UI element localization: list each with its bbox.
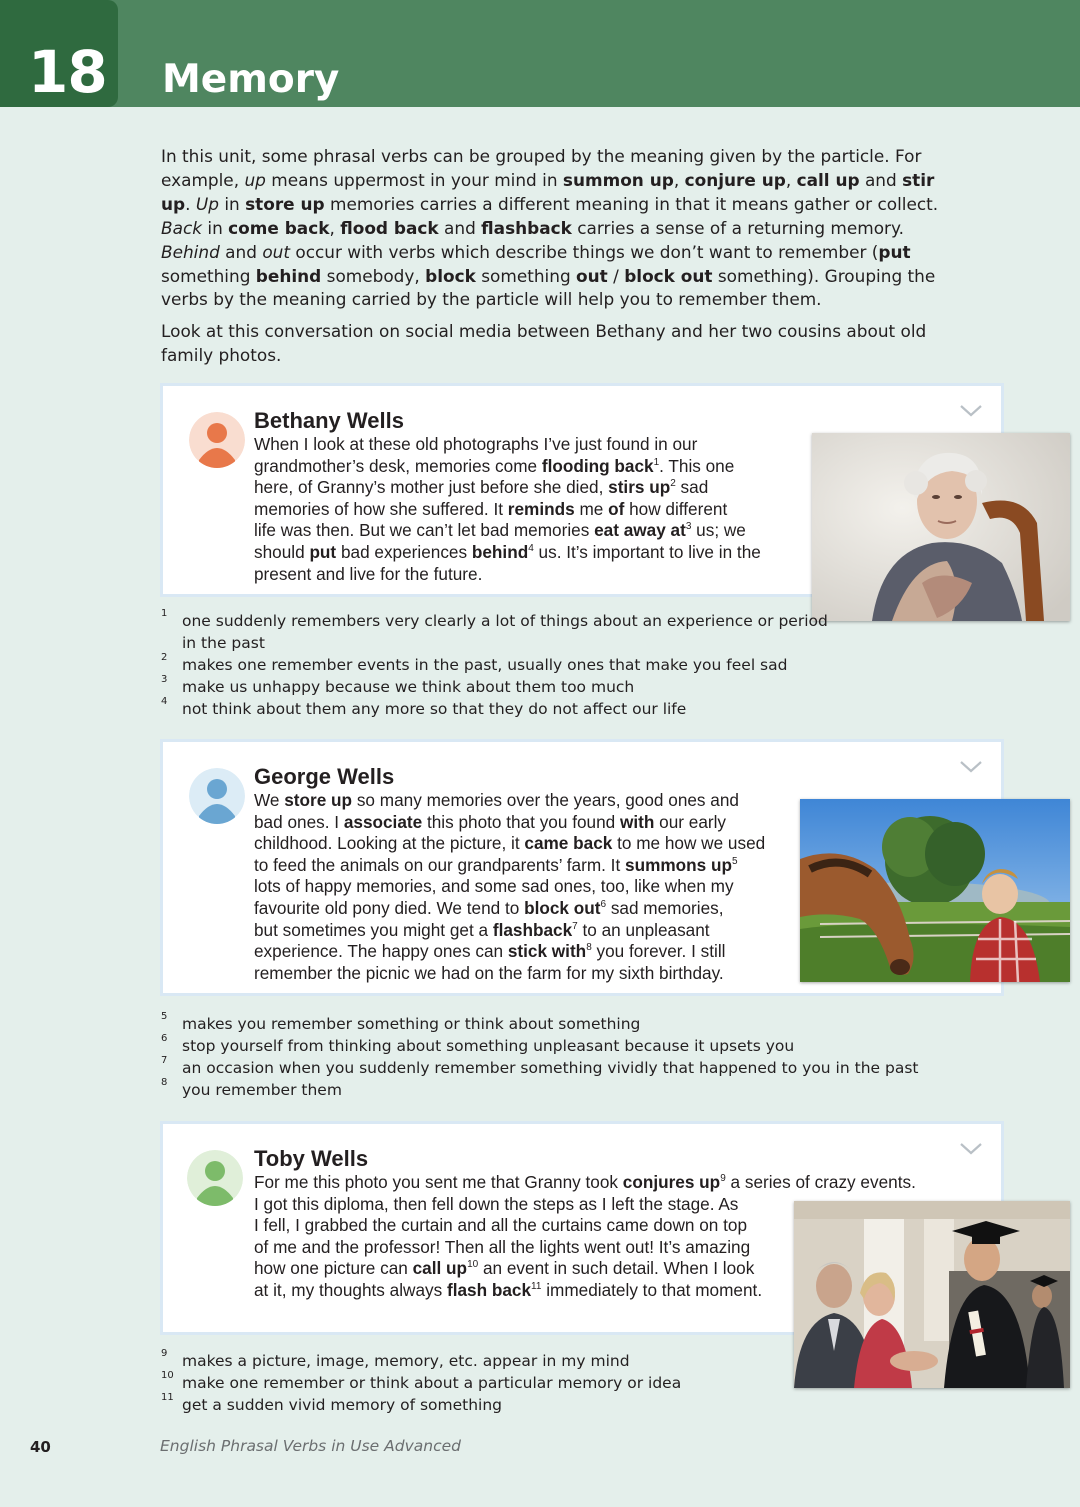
- text-run: For me this photo you sent me that Granny took: [254, 1172, 623, 1192]
- footnote-text: make us unhappy because we think about them too much: [182, 678, 635, 696]
- footnote-text: makes a picture, image, memory, etc. appear in my mind: [182, 1352, 630, 1370]
- text-run: and: [219, 241, 263, 262]
- footnote-text: not think about them any more so that they do not affect our life: [182, 700, 687, 718]
- text-run: something: [475, 265, 577, 286]
- text-run: how one picture can: [254, 1258, 413, 1279]
- text-run: remember the picnic we had on the farm for my sixth birthday.: [254, 962, 724, 983]
- chevron-down-icon[interactable]: [959, 404, 983, 418]
- footnote: [161, 698, 828, 720]
- phrasal-verb: came back: [524, 833, 613, 854]
- post-line: [254, 812, 765, 834]
- footnotes-bethany: [161, 610, 828, 720]
- text-run: somebody,: [321, 265, 426, 286]
- text-run: lots of happy memories, and some sad ones, too, like when my: [254, 876, 734, 897]
- avatar[interactable]: [189, 412, 245, 468]
- footnote-text: stop yourself from thinking about something unpleasant because it upsets you: [182, 1037, 795, 1055]
- footnote-ref: 8: [586, 942, 592, 954]
- phrasal-verb: out: [576, 265, 608, 286]
- footnote-number: 5: [161, 1011, 168, 1022]
- intro-paragraph-1: [161, 145, 961, 312]
- phrasal-verb: behind: [255, 265, 322, 286]
- text-run: immediately to that moment.: [541, 1279, 763, 1300]
- text-run: here, of Granny’s mother just before she died,: [254, 477, 609, 498]
- text-run: an event in such detail. When I look: [478, 1258, 755, 1279]
- text-run: In this unit, some phrasal verbs can be grouped by the meaning given by the particle. For example,: [161, 146, 922, 190]
- phrasal-verb: put: [878, 241, 911, 262]
- post-line: [254, 564, 761, 586]
- footnote-ref: 1: [653, 456, 660, 468]
- phrasal-verb: store up: [245, 193, 325, 214]
- footnote-number: 4: [161, 696, 168, 707]
- post-line: [254, 898, 765, 920]
- text-run: should: [254, 541, 310, 562]
- chevron-down-icon[interactable]: [959, 1142, 983, 1156]
- text-run: to feed the animals on our grandparents’ farm. It: [254, 854, 626, 875]
- footnote-text: an occasion when you suddenly remember something vividly that happened to you in the past: [182, 1059, 919, 1077]
- text-run: childhood. Looking at the picture, it: [254, 833, 525, 854]
- text-run: sad: [675, 477, 709, 498]
- text-run: something). Grouping the verbs by the meaning carried by the particle will help you to remember them.: [161, 265, 936, 310]
- post-line: [254, 434, 761, 456]
- text-run: grandmother’s desk, memories come: [254, 455, 542, 476]
- text-run: Behind: [161, 241, 220, 262]
- text-run: life was then. But we can’t let bad memories: [254, 520, 595, 541]
- avatar[interactable]: [189, 768, 245, 824]
- footnote-ref: 7: [572, 920, 578, 932]
- post-line: [254, 941, 765, 963]
- footnote-ref: 3: [685, 521, 692, 533]
- phrasal-verb: call up: [796, 169, 860, 190]
- text-run: means uppermost in your mind in: [265, 169, 563, 190]
- phrasal-verb: block: [425, 265, 476, 286]
- photo-elderly-woman: [812, 433, 1070, 621]
- text-run: Up: [195, 193, 219, 214]
- phrasal-verb: reminds: [507, 498, 575, 519]
- phrasal-verb: put: [309, 541, 337, 562]
- text-run: Back: [161, 217, 203, 238]
- footnote: [161, 1394, 681, 1416]
- phrasal-verb: flash back: [446, 1279, 532, 1300]
- text-run: and: [859, 169, 903, 190]
- phrasal-verb: flooding back: [541, 455, 654, 476]
- post-author-name[interactable]: George Wells: [254, 764, 395, 789]
- text-run: experience. The happy ones can: [254, 941, 508, 962]
- footnote-text: makes one remember events in the past, usually ones that make you feel sad: [182, 656, 788, 674]
- footnote-number: 6: [161, 1033, 168, 1044]
- text-run: occur with verbs which describe things we don’t want to remember (: [290, 241, 879, 262]
- avatar[interactable]: [187, 1150, 243, 1206]
- text-run: you forever. I still: [591, 941, 726, 962]
- footnote-ref: 4: [528, 542, 534, 554]
- post-line: [254, 920, 765, 942]
- photo-graduation: [794, 1201, 1070, 1388]
- text-run: memories carries a different meaning in that it means gather or collect.: [324, 193, 939, 214]
- text-run: .: [185, 193, 196, 214]
- phrasal-verb: associate: [343, 811, 423, 832]
- footnote-ref: 2: [670, 478, 676, 490]
- page-number: 40: [30, 1438, 51, 1456]
- footnote-text: get a sudden vivid memory of something: [182, 1396, 503, 1414]
- footnote: [161, 1013, 918, 1035]
- footnote: [161, 1350, 681, 1372]
- footnote: [161, 610, 828, 654]
- text-run: ,: [785, 169, 797, 190]
- phrasal-verb: summons up: [625, 854, 732, 875]
- footnote-number: 7: [161, 1055, 168, 1066]
- chevron-down-icon[interactable]: [959, 760, 983, 774]
- footnote: [161, 676, 828, 698]
- footnote-ref: 6: [600, 898, 607, 910]
- text-run: memories of how she suffered. It: [254, 498, 508, 519]
- footnote-text: you remember them: [182, 1081, 342, 1099]
- post-author-name[interactable]: Toby Wells: [254, 1146, 369, 1171]
- post-line: [254, 456, 761, 478]
- text-run: sad memories,: [606, 897, 724, 918]
- text-run: in: [218, 193, 246, 214]
- footnote-ref: 10: [467, 1259, 479, 1271]
- footnote-ref: 5: [731, 855, 738, 867]
- text-run: We: [254, 790, 285, 810]
- text-run: to an unpleasant: [577, 919, 710, 940]
- phrasal-verb: flood back: [340, 217, 439, 238]
- text-run: our early: [654, 811, 727, 832]
- text-run: this photo that you found: [422, 811, 620, 832]
- intro-paragraph-2: [161, 320, 961, 368]
- intro-text: [161, 145, 961, 376]
- text-run: I got this diploma, then fell down the steps as I left the stage. As: [254, 1193, 739, 1214]
- footnote-text: makes you remember something or think about something: [182, 1015, 641, 1033]
- post-body: [254, 434, 761, 585]
- post-line: [254, 542, 761, 564]
- phrasal-verb: stir up: [161, 169, 935, 214]
- text-run: present and live for the future.: [254, 563, 483, 584]
- post-line: [254, 876, 765, 898]
- text-run: ,: [673, 169, 685, 190]
- text-run: I fell, I grabbed the curtain and all the curtains came down on top: [254, 1215, 748, 1236]
- phrasal-verb: stirs up: [608, 477, 671, 498]
- phrasal-verb: flashback: [492, 919, 573, 940]
- text-run: how different: [624, 498, 728, 519]
- phrasal-verb: behind: [471, 541, 529, 562]
- phrasal-verb: come back: [228, 217, 330, 238]
- text-run: something: [161, 265, 256, 286]
- footnotes-toby: [161, 1350, 681, 1416]
- text-run: When I look at these old photographs I’ve just found in our: [254, 434, 698, 454]
- footnote-number: 3: [161, 674, 168, 685]
- footnote: [161, 1035, 918, 1057]
- footnote-number: 2: [161, 652, 168, 663]
- phrasal-verb: conjure up: [684, 169, 786, 190]
- footnote: [161, 1057, 918, 1079]
- footnote: [161, 1372, 681, 1394]
- footnote-number: 1: [161, 608, 168, 619]
- footnote-number: 11: [161, 1392, 174, 1403]
- phrasal-verb: store up: [284, 790, 353, 810]
- footnote: [161, 654, 828, 676]
- unit-header: [0, 0, 1080, 107]
- unit-title: Memory: [162, 57, 340, 102]
- footnote-number: 9: [161, 1348, 168, 1359]
- book-title: English Phrasal Verbs in Use Advanced: [160, 1437, 461, 1455]
- photo-boy-with-horse: [800, 799, 1070, 982]
- footnote: [161, 1079, 918, 1101]
- post-line: [254, 477, 761, 499]
- footnote-number: 8: [161, 1077, 168, 1088]
- post-line: [254, 499, 761, 521]
- phrasal-verb: call up: [412, 1258, 468, 1279]
- post-line: [254, 790, 765, 812]
- phrasal-verb: eat away at: [594, 520, 686, 541]
- text-run: /: [607, 265, 625, 286]
- footnote-text: in the past: [182, 634, 265, 652]
- phrasal-verb: summon up: [562, 169, 674, 190]
- text-run: out: [262, 241, 290, 262]
- footnote-text: one suddenly remembers very clearly a lot of things about an experience or period: [182, 612, 828, 630]
- unit-number: 18: [28, 38, 107, 106]
- post-line: [254, 833, 765, 855]
- text-run: up: [244, 169, 266, 190]
- phrasal-verb: stick with: [507, 941, 587, 962]
- phrasal-verb: flashback: [481, 217, 572, 238]
- text-run: in: [202, 217, 229, 238]
- phrasal-verb: block out: [624, 265, 713, 286]
- phrasal-verb: block out: [524, 897, 601, 918]
- post-body: [254, 790, 765, 984]
- footnote-ref: 9: [720, 1173, 726, 1184]
- post-line: [254, 1172, 916, 1194]
- text-run: favourite old pony died. We tend to: [254, 897, 525, 918]
- phrasal-verb: with: [620, 811, 655, 832]
- text-run: carries a sense of a returning memory.: [571, 217, 904, 238]
- footnotes-george: [161, 1013, 918, 1101]
- footnote-ref: 11: [531, 1280, 542, 1292]
- text-run: and: [438, 217, 482, 238]
- text-run: a series of crazy events.: [725, 1172, 916, 1192]
- text-run: so many memories over the years, good ones and: [352, 790, 739, 810]
- text-run: at it, my thoughts always: [254, 1279, 447, 1300]
- text-run: Look at this conversation on social media between Bethany and her two cousins about old family photos.: [161, 321, 927, 366]
- phrasal-verb: conjures up: [622, 1172, 721, 1192]
- post-line: [254, 520, 761, 542]
- text-run: us. It’s important to live in the: [533, 541, 761, 562]
- text-run: ,: [329, 217, 341, 238]
- footnote-text: make one remember or think about a particular memory or idea: [182, 1374, 682, 1392]
- unit-number-box: [0, 0, 118, 107]
- text-run: bad ones. I: [254, 811, 344, 832]
- text-run: me: [574, 498, 609, 519]
- text-run: to me how we used: [612, 833, 766, 854]
- footnote-number: 10: [161, 1370, 174, 1381]
- text-run: of me and the professor! Then all the lights went out! It’s amazing: [254, 1236, 751, 1257]
- phrasal-verb: of: [608, 498, 625, 519]
- text-run: . This one: [659, 455, 735, 476]
- post-line: [254, 855, 765, 877]
- text-run: but sometimes you might get a: [254, 919, 493, 940]
- post-line: [254, 963, 765, 985]
- post-author-name[interactable]: Bethany Wells: [254, 408, 404, 433]
- text-run: bad experiences: [336, 541, 472, 562]
- text-run: us; we: [691, 520, 746, 541]
